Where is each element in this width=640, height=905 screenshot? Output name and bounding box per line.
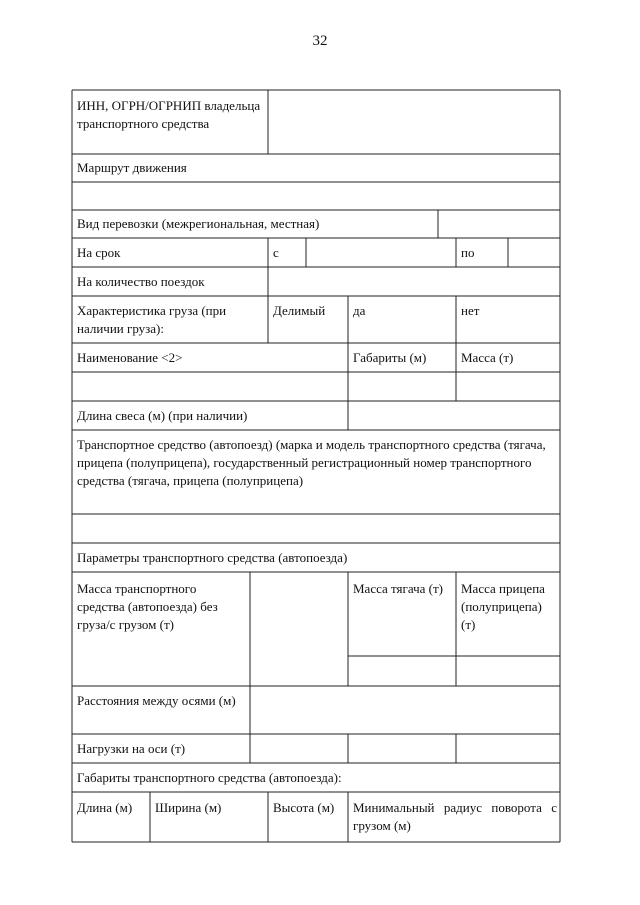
term-label: На срок xyxy=(77,245,121,260)
vehicle-dims-label: Габариты транспортного средства (автопоезда): xyxy=(77,770,342,785)
cargo-label: Характеристика груза (при наличии груза): xyxy=(77,303,227,336)
vehicle-mass-label: Масса транспортного средства (автопоезда) без груза/с грузом (т) xyxy=(77,581,218,632)
overhang-label: Длина свеса (м) (при наличии) xyxy=(77,408,248,423)
term-from-label: с xyxy=(273,245,279,260)
route-label: Маршрут движения xyxy=(77,160,187,175)
trips-label: На количество поездок xyxy=(77,274,205,289)
length-label: Длина (м) xyxy=(77,800,133,815)
height-label: Высота (м) xyxy=(273,800,335,815)
axle-distance-label: Расстояния между осями (м) xyxy=(77,693,236,708)
cargo-mass-label: Масса (т) xyxy=(461,350,514,365)
owner-label: ИНН, ОГРН/ОГРНИП владельца транспортного средства xyxy=(77,98,261,131)
page-number: 32 xyxy=(312,33,328,49)
term-to-label: по xyxy=(461,245,475,260)
width-label: Ширина (м) xyxy=(155,800,222,815)
vehicle-label: Транспортное средство (автопоезд) (марка и модель транспортного средства (тягача, прицепа (полуприцепа), государственный регистрационный номер транспортного средства (тягача, прицепа (полуприцепа) xyxy=(77,437,546,488)
transport-type-label: Вид перевозки (межрегиональная, местная) xyxy=(77,216,320,231)
cargo-no-label: нет xyxy=(461,303,480,318)
axle-load-label: Нагрузки на оси (т) xyxy=(77,741,186,756)
vehicle-params-label: Параметры транспортного средства (автопоезда) xyxy=(77,550,348,565)
cargo-name-label: Наименование <2> xyxy=(77,350,183,365)
trailer-mass-label: Масса прицепа (полуприцепа) (т) xyxy=(461,581,545,632)
cargo-yes-label: да xyxy=(353,303,366,318)
cargo-divisible-label: Делимый xyxy=(273,303,326,318)
tractor-mass-label: Масса тягача (т) xyxy=(353,581,444,596)
cargo-dimensions-label: Габариты (м) xyxy=(353,350,427,365)
turning-radius-label: Минимальный радиус поворота с грузом (м) xyxy=(353,800,557,833)
